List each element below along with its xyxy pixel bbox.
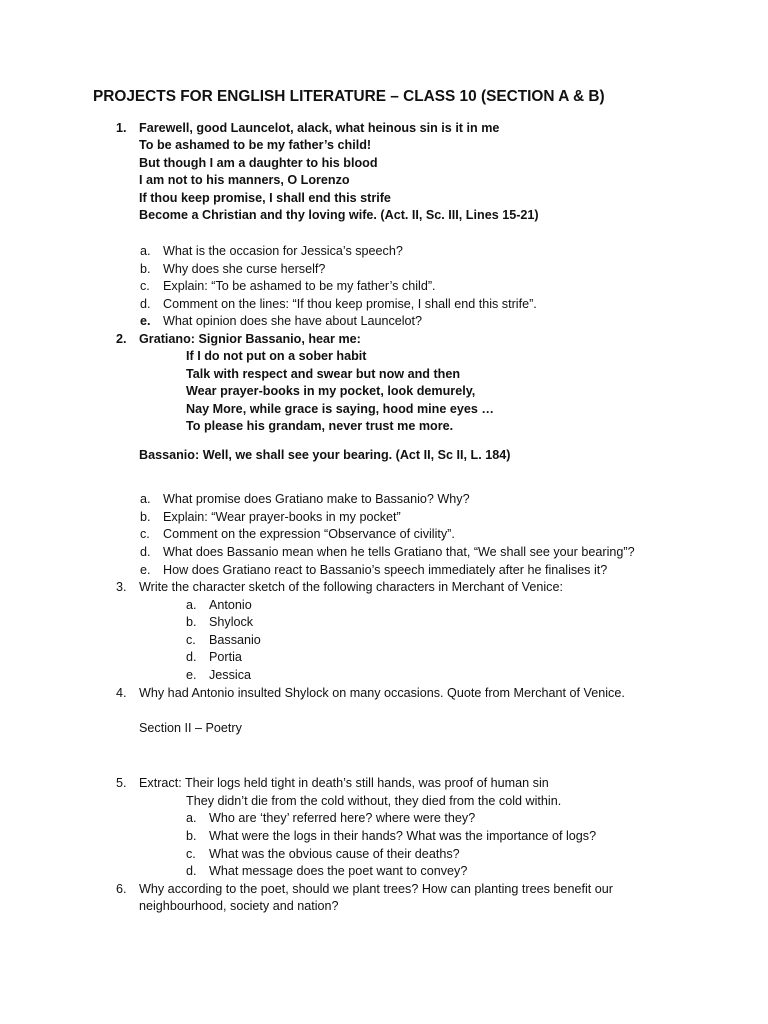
sub-question: How does Gratiano react to Bassanio’s speech immediately after he finalises it? — [163, 563, 608, 577]
character-name: Antonio — [209, 598, 252, 612]
question-number: 4. — [116, 686, 127, 700]
question-number: 3. — [116, 580, 127, 594]
sub-question: What opinion does she have about Launcelot? — [163, 314, 423, 328]
question-text: Why according to the poet, should we plant trees? How can planting trees benefit our — [139, 882, 613, 896]
sub-question: Why does she curse herself? — [163, 262, 326, 276]
sub-question: Explain: “Wear prayer-books in my pocket” — [163, 510, 401, 524]
sub-question: What was the obvious cause of their deaths? — [209, 847, 460, 861]
reply-line: Bassanio: Well, we shall see your bearing. (Act II, Sc II, L. 184) — [139, 448, 511, 462]
question-number: 1. — [116, 121, 127, 135]
sub-question: Explain: “To be ashamed to be my father’s child”. — [163, 279, 436, 293]
sub-question-marker: a. — [140, 244, 151, 258]
extract-line: To be ashamed to be my father’s child! — [139, 138, 372, 152]
character-name: Shylock — [209, 615, 254, 629]
sub-question-marker: a. — [186, 598, 197, 612]
sub-question-marker: d. — [140, 545, 151, 559]
sub-question-marker: c. — [186, 633, 196, 647]
character-name: Jessica — [209, 668, 251, 682]
sub-question: Who are ‘they’ referred here? where were they? — [209, 811, 476, 825]
question-number: 5. — [116, 776, 127, 790]
extract-line: Extract: Their logs held tight in death’s still hands, was proof of human sin — [139, 776, 549, 790]
sub-question-marker: d. — [186, 650, 197, 664]
extract-line: Wear prayer-books in my pocket, look demurely, — [186, 384, 476, 398]
extract-line: Become a Christian and thy loving wife. (Act. II, Sc. III, Lines 15-21) — [139, 208, 539, 222]
extract-line: I am not to his manners, O Lorenzo — [139, 173, 350, 187]
character-name: Portia — [209, 650, 242, 664]
sub-question-marker: d. — [186, 864, 197, 878]
sub-question-marker: c. — [140, 279, 150, 293]
section-heading: Section II – Poetry — [139, 721, 242, 735]
sub-question: Comment on the expression “Observance of civility”. — [163, 527, 455, 541]
sub-question-marker: c. — [140, 527, 150, 541]
extract-line: Nay More, while grace is saying, hood mine eyes … — [186, 402, 494, 416]
extract-line: If I do not put on a sober habit — [186, 349, 367, 363]
question-text: neighbourhood, society and nation? — [139, 899, 339, 913]
question-number: 2. — [116, 332, 127, 346]
page-title: PROJECTS FOR ENGLISH LITERATURE – CLASS 10 (SECTION A & B) — [93, 88, 605, 105]
sub-question-marker: a. — [140, 492, 151, 506]
sub-question-marker: e. — [140, 563, 151, 577]
sub-question-marker: e. — [140, 314, 151, 328]
sub-question-marker: b. — [186, 829, 197, 843]
question-text: Why had Antonio insulted Shylock on many occasions. Quote from Merchant of Venice. — [139, 686, 625, 700]
sub-question: What does Bassanio mean when he tells Gratiano that, “We shall see your bearing”? — [163, 545, 635, 559]
sub-question-marker: a. — [186, 811, 197, 825]
extract-line: Farewell, good Launcelot, alack, what heinous sin is it in me — [139, 121, 500, 135]
character-name: Bassanio — [209, 633, 261, 647]
sub-question: What promise does Gratiano make to Bassanio? Why? — [163, 492, 470, 506]
sub-question: What message does the poet want to convey? — [209, 864, 468, 878]
sub-question: What were the logs in their hands? What was the importance of logs? — [209, 829, 597, 843]
sub-question: What is the occasion for Jessica’s speech? — [163, 244, 403, 258]
question-number: 6. — [116, 882, 127, 896]
sub-question-marker: d. — [140, 297, 151, 311]
extract-line: To please his grandam, never trust me more. — [186, 419, 454, 433]
extract-line: Talk with respect and swear but now and then — [186, 367, 461, 381]
sub-question: Comment on the lines: “If thou keep promise, I shall end this strife”. — [163, 297, 537, 311]
sub-question-marker: b. — [140, 510, 151, 524]
sub-question-marker: c. — [186, 847, 196, 861]
speaker-line: Gratiano: Signior Bassanio, hear me: — [139, 332, 361, 346]
extract-line: But though I am a daughter to his blood — [139, 156, 378, 170]
question-text: Write the character sketch of the following characters in Merchant of Venice: — [139, 580, 563, 594]
extract-line: If thou keep promise, I shall end this strife — [139, 191, 391, 205]
extract-line: They didn’t die from the cold without, they died from the cold within. — [186, 794, 562, 808]
sub-question-marker: e. — [186, 668, 197, 682]
sub-question-marker: b. — [186, 615, 197, 629]
sub-question-marker: b. — [140, 262, 151, 276]
